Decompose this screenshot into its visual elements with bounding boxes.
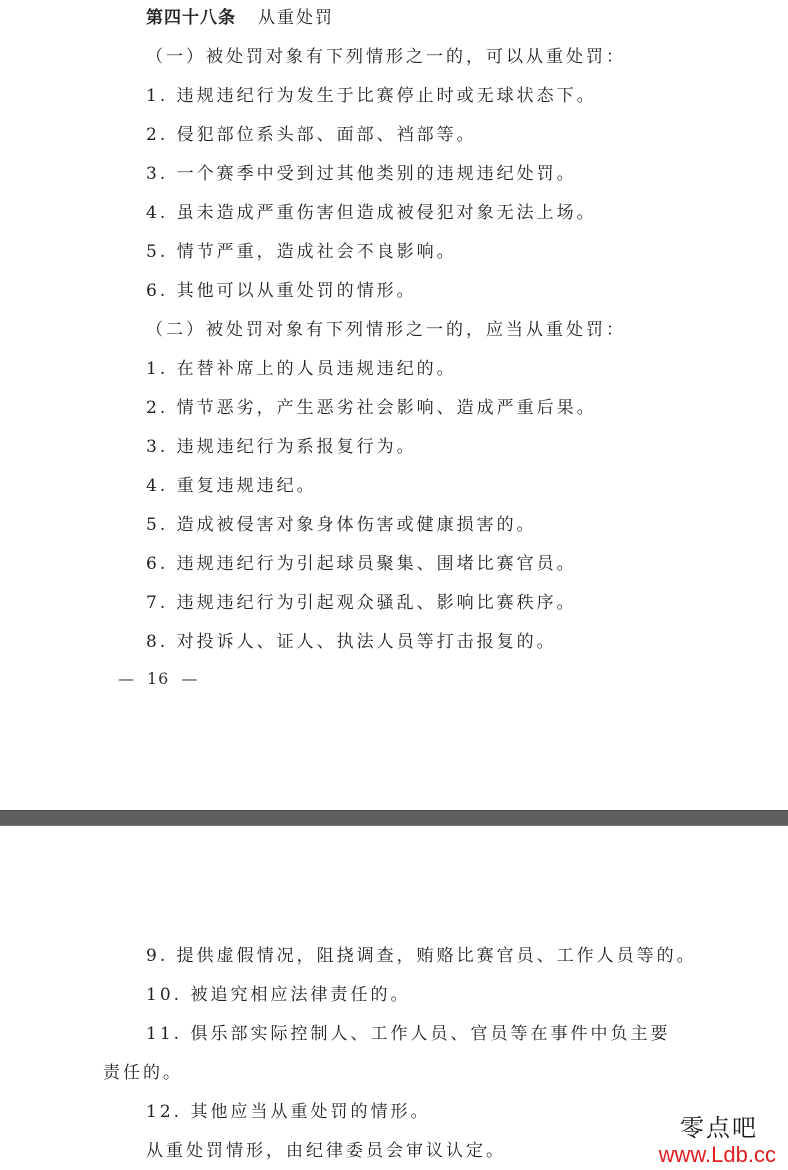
watermark-url: www.Ldb.cc	[658, 1142, 776, 1167]
section-2-item: 1. 在替补席上的人员违规违纪的。	[146, 359, 457, 379]
section-2-item: 8. 对投诉人、证人、执法人员等打击报复的。	[146, 632, 557, 652]
page-number-dash-left: —	[118, 669, 135, 688]
section-1-intro: （一）被处罚对象有下列情形之一的，可以从重处罚：	[146, 47, 626, 67]
section-1-item: 4. 虽未造成严重伤害但造成被侵犯对象无法上场。	[146, 203, 597, 223]
section-2-item: 5. 造成被侵害对象身体伤害或健康损害的。	[146, 515, 537, 535]
section-2-item: 9. 提供虚假情况，阻挠调查，贿赂比赛官员、工作人员等的。	[146, 946, 697, 966]
section-2-item: 10. 被追究相应法律责任的。	[146, 985, 411, 1005]
section-1-item: 5. 情节严重，造成社会不良影响。	[146, 242, 457, 262]
page-number-value: 16	[147, 669, 170, 688]
section-1-item: 2. 侵犯部位系头部、面部、裆部等。	[146, 125, 477, 145]
article-title: 从重处罚	[258, 8, 334, 28]
section-2-item: 12. 其他应当从重处罚的情形。	[146, 1102, 431, 1122]
closing-statement: 从重处罚情形，由纪律委员会审议认定。	[146, 1141, 506, 1161]
section-2-intro: （二）被处罚对象有下列情形之一的，应当从重处罚：	[146, 320, 626, 340]
section-1-item: 1. 违规违纪行为发生于比赛停止时或无球状态下。	[146, 86, 597, 106]
article-number: 第四十八条	[146, 8, 236, 28]
page-number-dash-right: —	[181, 669, 199, 688]
section-2-item: 11. 俱乐部实际控制人、工作人员、官员等在事件中负主要	[146, 1024, 671, 1044]
watermark-site-name: 零点吧	[680, 1114, 758, 1142]
article-heading	[146, 6, 334, 30]
section-2-item-continuation: 责任的。	[103, 1063, 183, 1083]
page-break-divider	[0, 810, 788, 826]
section-2-item: 7. 违规违纪行为引起观众骚乱、影响比赛秩序。	[146, 593, 577, 613]
section-2-item: 4. 重复违规违纪。	[146, 476, 317, 496]
section-1-item: 3. 一个赛季中受到过其他类别的违规违纪处罚。	[146, 164, 577, 184]
section-2-item: 2. 情节恶劣，产生恶劣社会影响、造成严重后果。	[146, 398, 597, 418]
section-2-item: 6. 违规违纪行为引起球员聚集、围堵比赛官员。	[146, 554, 577, 574]
page-number	[118, 669, 198, 688]
section-2-item: 3. 违规违纪行为系报复行为。	[146, 437, 417, 457]
site-watermark	[659, 1114, 776, 1168]
section-1-item: 6. 其他可以从重处罚的情形。	[146, 281, 417, 301]
